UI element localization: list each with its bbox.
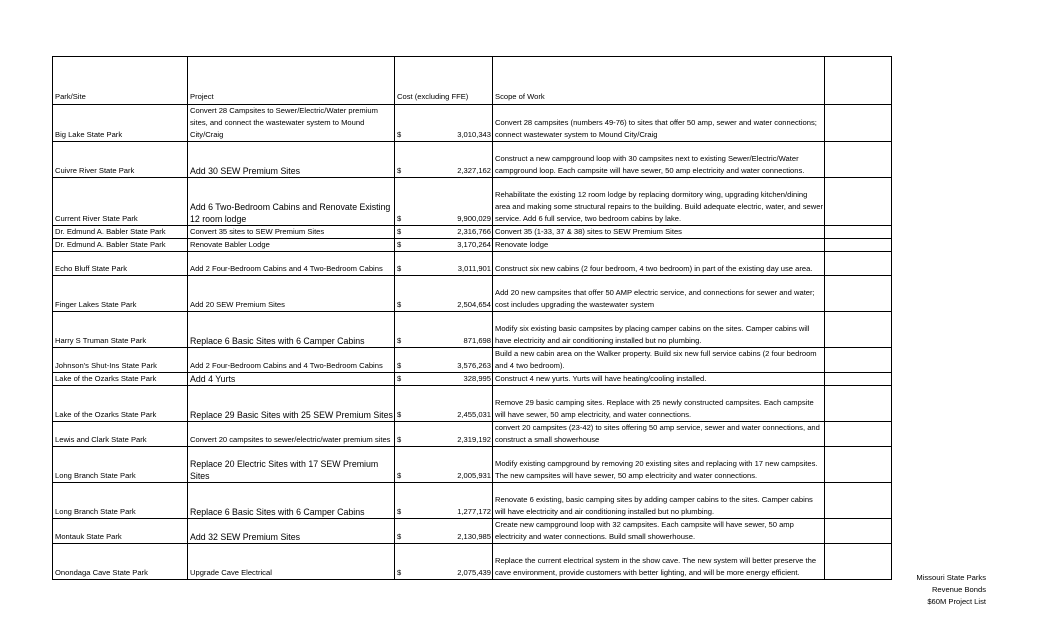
cell-project: Replace 20 Electric Sites with 17 SEW Premium Sites bbox=[188, 447, 395, 483]
cell-scope: Convert 35 (1-33, 37 & 38) sites to SEW Premium Sites bbox=[493, 226, 825, 239]
footer-line-1: Missouri State Parks bbox=[916, 573, 986, 582]
currency-symbol: $ bbox=[397, 227, 402, 236]
cell-project: Add 2 Four-Bedroom Cabins and 4 Two-Bedroom Cabins bbox=[188, 252, 395, 276]
cost-amount: 3,170,264 bbox=[457, 240, 491, 249]
cell-empty bbox=[825, 447, 892, 483]
cell-scope: Construct 4 new yurts. Yurts will have heating/cooling installed. bbox=[493, 373, 825, 386]
currency-symbol: $ bbox=[397, 264, 402, 273]
cell-empty bbox=[825, 276, 892, 312]
currency-symbol: $ bbox=[397, 568, 402, 577]
footer-title-block bbox=[916, 572, 986, 608]
cell-scope: Rehabilitate the existing 12 room lodge by replacing dormitory wing, upgrading kitchen/dining area and making some structural repairs to the building. Build adequate electric, water, and sewer service. Add 6 full service, two bedroom cabins by lake. bbox=[493, 178, 825, 226]
cost-amount: 328,995 bbox=[463, 374, 491, 383]
cell-scope: Modify six existing basic campsites by placing camper cabins on the sites. Camper cabins will have electricity and air conditioning installed but no plumbing. bbox=[493, 312, 825, 348]
cell-project: Add 6 Two-Bedroom Cabins and Renovate Existing 12 room lodge bbox=[188, 178, 395, 226]
table-row bbox=[53, 519, 892, 544]
cell-scope: convert 20 campsites (23-42) to sites offering 50 amp service, sewer and water connections, and construct a small showerhouse bbox=[493, 422, 825, 447]
cell-empty bbox=[825, 239, 892, 252]
cell-project: Replace 29 Basic Sites with 25 SEW Premium Sites bbox=[188, 386, 395, 422]
cell-scope: Convert 28 campsites (numbers 49-76) to sites that offer 50 amp, sewer and water connections; connect wastewater system to Mound City/Craig bbox=[493, 105, 825, 142]
cost-amount: 2,455,031 bbox=[457, 410, 491, 419]
cell-scope: Construct a new campground loop with 30 campsites next to existing Sewer/Electric/Water campground loop. Each campsite will have sewer, 50 amp electricity and water connections. bbox=[493, 142, 825, 178]
cell-project: Add 2 Four-Bedroom Cabins and 4 Two-Bedroom Cabins bbox=[188, 348, 395, 373]
cell-park: Echo Bluff State Park bbox=[53, 252, 188, 276]
currency-symbol: $ bbox=[397, 374, 402, 383]
header-empty bbox=[825, 57, 892, 105]
currency-symbol: $ bbox=[397, 507, 402, 516]
cell-project: Add 20 SEW Premium Sites bbox=[188, 276, 395, 312]
cell-scope: Renovate lodge bbox=[493, 239, 825, 252]
cell-scope: Remove 29 basic camping sites. Replace with 25 newly constructed campsites. Each campsite will have sewer, 50 amp electricity, and water connections. bbox=[493, 386, 825, 422]
table-row bbox=[53, 142, 892, 178]
cell-project: Replace 6 Basic Sites with 6 Camper Cabins bbox=[188, 483, 395, 519]
cell-project: Convert 35 sites to SEW Premium Sites bbox=[188, 226, 395, 239]
cell-cost bbox=[395, 276, 493, 312]
cell-park: Long Branch State Park bbox=[53, 483, 188, 519]
currency-symbol: $ bbox=[397, 435, 402, 444]
cell-empty bbox=[825, 226, 892, 239]
table-row bbox=[53, 447, 892, 483]
cell-park: Current River State Park bbox=[53, 178, 188, 226]
cell-empty bbox=[825, 105, 892, 142]
cell-scope: Replace the current electrical system in the show cave. The new system will better preserve the cave environment, provide customers with better lighting, and will be more energy efficient. bbox=[493, 544, 825, 580]
cell-cost bbox=[395, 422, 493, 447]
cell-park: Onondaga Cave State Park bbox=[53, 544, 188, 580]
cell-cost bbox=[395, 105, 493, 142]
cell-empty bbox=[825, 252, 892, 276]
cell-park: Cuivre River State Park bbox=[53, 142, 188, 178]
table-body bbox=[53, 105, 892, 580]
cell-empty bbox=[825, 312, 892, 348]
header-park: Park/Site bbox=[53, 57, 188, 105]
currency-symbol: $ bbox=[397, 532, 402, 541]
cell-scope: Construct six new cabins (2 four bedroom, 4 two bedroom) in part of the existing day use area. bbox=[493, 252, 825, 276]
cell-park: Harry S Truman State Park bbox=[53, 312, 188, 348]
cell-empty bbox=[825, 483, 892, 519]
cell-scope: Add 20 new campsites that offer 50 AMP electric service, and connections for sewer and water; cost includes upgrading the wastewater system bbox=[493, 276, 825, 312]
cell-empty bbox=[825, 348, 892, 373]
table-row bbox=[53, 422, 892, 447]
cell-cost bbox=[395, 373, 493, 386]
cell-project: Replace 6 Basic Sites with 6 Camper Cabins bbox=[188, 312, 395, 348]
cell-scope: Create new campground loop with 32 campsites. Each campsite will have sewer, 50 amp electricity and water connections. Build small showerhouse. bbox=[493, 519, 825, 544]
cell-park: Johnson's Shut-Ins State Park bbox=[53, 348, 188, 373]
cost-amount: 2,327,162 bbox=[457, 166, 491, 175]
table-row bbox=[53, 226, 892, 239]
cost-amount: 9,900,029 bbox=[457, 214, 491, 223]
header-scope: Scope of Work bbox=[493, 57, 825, 105]
cost-amount: 2,130,985 bbox=[457, 532, 491, 541]
table-row bbox=[53, 252, 892, 276]
cell-cost bbox=[395, 519, 493, 544]
currency-symbol: $ bbox=[397, 471, 402, 480]
cell-park: Dr. Edmund A. Babler State Park bbox=[53, 226, 188, 239]
cell-park: Montauk State Park bbox=[53, 519, 188, 544]
project-table bbox=[52, 56, 892, 580]
cell-cost bbox=[395, 252, 493, 276]
cell-cost bbox=[395, 483, 493, 519]
header-project: Project bbox=[188, 57, 395, 105]
cost-amount: 2,319,192 bbox=[457, 435, 491, 444]
cost-amount: 3,576,263 bbox=[457, 361, 491, 370]
currency-symbol: $ bbox=[397, 130, 402, 139]
cost-amount: 2,504,654 bbox=[457, 300, 491, 309]
cell-park: Finger Lakes State Park bbox=[53, 276, 188, 312]
cell-park: Lake of the Ozarks State Park bbox=[53, 386, 188, 422]
cell-empty bbox=[825, 142, 892, 178]
cost-amount: 2,005,931 bbox=[457, 471, 491, 480]
cell-cost bbox=[395, 239, 493, 252]
cell-project: Convert 28 Campsites to Sewer/Electric/Water premium sites, and connect the wastewater system to Mound City/Craig bbox=[188, 105, 395, 142]
cell-cost bbox=[395, 348, 493, 373]
cell-cost bbox=[395, 386, 493, 422]
cell-project: Convert 20 campsites to sewer/electric/water premium sites bbox=[188, 422, 395, 447]
table-row bbox=[53, 312, 892, 348]
cost-amount: 871,698 bbox=[463, 336, 491, 345]
cell-scope: Build a new cabin area on the Walker property. Build six new full service cabins (2 four bedroom and 4 two bedroom). bbox=[493, 348, 825, 373]
header-cost: Cost (excluding FFE) bbox=[395, 57, 493, 105]
cell-empty bbox=[825, 373, 892, 386]
cell-cost bbox=[395, 226, 493, 239]
cell-empty bbox=[825, 178, 892, 226]
table-row bbox=[53, 105, 892, 142]
cost-amount: 1,277,172 bbox=[457, 507, 491, 516]
cell-project: Add 4 Yurts bbox=[188, 373, 395, 386]
cell-park: Long Branch State Park bbox=[53, 447, 188, 483]
cell-cost bbox=[395, 178, 493, 226]
cell-cost bbox=[395, 447, 493, 483]
currency-symbol: $ bbox=[397, 240, 402, 249]
currency-symbol: $ bbox=[397, 336, 402, 345]
cell-park: Lewis and Clark State Park bbox=[53, 422, 188, 447]
table-row bbox=[53, 544, 892, 580]
header-row bbox=[53, 57, 892, 105]
footer-line-3: $60M Project List bbox=[927, 597, 986, 606]
cell-cost bbox=[395, 142, 493, 178]
cell-empty bbox=[825, 386, 892, 422]
cell-empty bbox=[825, 544, 892, 580]
cell-project: Upgrade Cave Electrical bbox=[188, 544, 395, 580]
currency-symbol: $ bbox=[397, 214, 402, 223]
cell-cost bbox=[395, 544, 493, 580]
currency-symbol: $ bbox=[397, 361, 402, 370]
cell-park: Dr. Edmund A. Babler State Park bbox=[53, 239, 188, 252]
cell-project: Add 32 SEW Premium Sites bbox=[188, 519, 395, 544]
cell-park: Lake of the Ozarks State Park bbox=[53, 373, 188, 386]
cost-amount: 2,075,439 bbox=[457, 568, 491, 577]
table-row bbox=[53, 373, 892, 386]
table-row bbox=[53, 276, 892, 312]
cost-amount: 3,010,343 bbox=[457, 130, 491, 139]
cost-amount: 3,011,901 bbox=[457, 264, 491, 273]
cell-cost bbox=[395, 312, 493, 348]
footer-line-2: Revenue Bonds bbox=[931, 585, 986, 594]
table-row bbox=[53, 348, 892, 373]
cost-amount: 2,316,766 bbox=[457, 227, 491, 236]
cell-scope: Renovate 6 existing, basic camping sites by adding camper cabins to the sites. Camper cabins will have electricity and air conditioning installed but no plumbing. bbox=[493, 483, 825, 519]
cell-empty bbox=[825, 422, 892, 447]
cell-project: Add 30 SEW Premium Sites bbox=[188, 142, 395, 178]
table-row bbox=[53, 386, 892, 422]
cell-park: Big Lake State Park bbox=[53, 105, 188, 142]
currency-symbol: $ bbox=[397, 300, 402, 309]
table-row bbox=[53, 178, 892, 226]
table-row bbox=[53, 239, 892, 252]
currency-symbol: $ bbox=[397, 410, 402, 419]
cell-scope: Modify existing campground by removing 20 existing sites and replacing with 17 new campsites. The new campsites will have sewer, 50 amp electricity and water connections. bbox=[493, 447, 825, 483]
cell-empty bbox=[825, 519, 892, 544]
currency-symbol: $ bbox=[397, 166, 402, 175]
table-row bbox=[53, 483, 892, 519]
cell-project: Renovate Babler Lodge bbox=[188, 239, 395, 252]
